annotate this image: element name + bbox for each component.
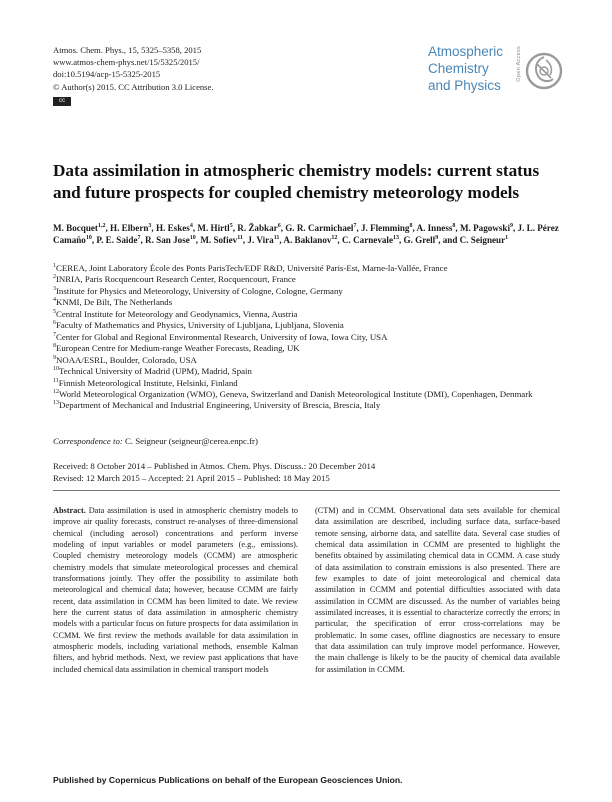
abstract-label: Abstract.: [53, 506, 86, 515]
logo-line-1: Atmospheric: [428, 44, 504, 59]
journal-metadata: [53, 44, 214, 106]
logo-line-2: Chemistry: [428, 61, 489, 76]
affiliation-number: 12: [53, 389, 59, 396]
author-list: [53, 222, 563, 247]
affiliation-item: [53, 274, 563, 285]
author-affiliation-mark: 7: [137, 235, 141, 242]
author-name: M. Bocquet: [53, 223, 98, 233]
paper-title: Data assimilation in atmospheric chemistry models: current status and future prospects for coupled chemistry meteorology models: [53, 161, 540, 202]
affiliation-item: [53, 332, 563, 343]
author-separator: ,: [398, 235, 404, 246]
affiliation-item: [53, 286, 563, 297]
author-name: M. Hirtl: [197, 223, 230, 233]
author-name: G. Grell: [403, 235, 436, 246]
cc-license-icon: cc: [53, 97, 71, 106]
author-name: G. R. Carmichael: [285, 223, 354, 233]
affiliation-number: 6: [53, 320, 56, 327]
correspondence-contact[interactable]: C. Seigneur (seigneur@cerea.enpc.fr): [122, 436, 258, 446]
affiliation-text: NOAA/ESRL, Boulder, Colorado, USA: [56, 354, 197, 365]
author-affiliation-mark: 1: [505, 235, 509, 242]
affiliation-text: World Meteorological Organization (WMO), Geneva, Switzerland and Danish Meteorological Institute (DMI), Copenhagen, Denmark: [59, 388, 533, 399]
author-name: A. Inness: [416, 223, 453, 233]
author-name: J. Flemming: [360, 223, 410, 233]
abstract-text-right: (CTM) and in CCMM. Observational data sets available for chemical data assimilation are described, including surface data, surface-based remote sensing, airborne data, and satellite data. Several case studies of chemical data assimilation in CCMM are presented to highlight the benefits obtained by assimilating chemical data in CCMM. A case study of data assimilation to constrain emissions is also presented. There are few examples to date of joint meteorological and chemical data assimilation in CCMM and potential difficulties associated with data assimilation in CCMM are discussed. As the number of variables being assimilated increases, it is essential to characterize correctly the errors; in particular, the specification of error cross-correlations may be problematic. In some cases, offline diagnostics are necessary to ensure that data assimilation can truly improve model performance. However, the main challenge is likely to be the paucity of chemical data available for assimilation in CCMM.: [315, 506, 560, 674]
affiliation-item: [53, 263, 563, 274]
affiliation-number: 2: [53, 274, 56, 281]
affiliation-text: Central Institute for Meteorology and Geodynamics, Vienna, Austria: [56, 308, 298, 319]
author-separator: , and: [438, 235, 460, 246]
affiliation-text: Finnish Meteorological Institute, Helsinki, Finland: [58, 377, 238, 388]
affiliation-list: [53, 263, 563, 412]
author-affiliation-mark: 10: [189, 235, 196, 242]
author-separator: ,: [337, 235, 342, 246]
author-affiliation-mark: 6: [277, 222, 281, 229]
author-separator: ,: [192, 223, 198, 233]
author-affiliation-mark: 9: [435, 235, 439, 242]
affiliation-text: European Centre for Medium-range Weather Forecasts, Reading, UK: [56, 343, 300, 354]
author-affiliation-mark: 12: [331, 235, 338, 242]
author-separator: ,: [455, 223, 460, 233]
author-affiliation-mark: 8: [452, 222, 456, 229]
open-access-label: Open Access: [516, 46, 522, 82]
affiliation-number: 9: [53, 354, 56, 361]
logo-line-3: and Physics: [428, 78, 501, 93]
affiliation-number: 4: [53, 297, 56, 304]
author-separator: ,: [280, 223, 286, 233]
affiliation-item: [53, 389, 563, 400]
affiliation-text: Department of Mechanical and Industrial Engineering, University of Brescia, Brescia, Italy: [59, 400, 381, 411]
affiliation-number: 1: [53, 263, 56, 270]
journal-url[interactable]: www.atmos-chem-phys.net/15/5325/2015/: [53, 57, 200, 68]
affiliation-item: [53, 343, 563, 354]
author-separator: ,: [279, 235, 284, 246]
author-affiliation-mark: 5: [229, 222, 233, 229]
author-separator: ,: [242, 235, 248, 246]
dates-line-revised: Revised: 12 March 2015 – Accepted: 21 April 2015 – Published: 18 May 2015: [53, 473, 330, 483]
author-name: H. Eskes: [155, 223, 190, 233]
affiliation-text: KNMI, De Bilt, The Netherlands: [56, 297, 173, 308]
affiliation-item: [53, 400, 563, 411]
affiliation-text: INRIA, Paris Rocquencourt Research Center, Rocquencourt, France: [56, 274, 296, 285]
journal-citation: Atmos. Chem. Phys., 15, 5325–5358, 2015: [53, 45, 202, 55]
author-separator: ,: [105, 223, 111, 233]
affiliation-item: [53, 366, 563, 377]
author-name: H. Elbern: [110, 223, 149, 233]
author-name: M. Pagowski: [459, 223, 510, 233]
correspondence-label: Correspondence to:: [53, 436, 123, 446]
affiliation-text: Institute for Physics and Meteorology, University of Cologne, Cologne, Germany: [56, 285, 343, 296]
author-affiliation-mark: 1,2: [97, 222, 106, 229]
author-name: A. Baklanov: [283, 235, 332, 246]
publication-dates: [53, 460, 375, 484]
affiliation-number: 11: [53, 377, 59, 384]
author-separator: ,: [232, 223, 238, 233]
author-affiliation-mark: 3: [148, 222, 152, 229]
abstract-column-left: [53, 505, 298, 675]
author-separator: ,: [412, 223, 417, 233]
section-divider: [53, 490, 560, 491]
author-name: R. San Jose: [145, 235, 190, 246]
affiliation-item: [53, 355, 563, 366]
author-separator: ,: [140, 235, 146, 246]
author-name: J. Vira: [247, 235, 274, 246]
author-separator: ,: [151, 223, 156, 233]
author-affiliation-mark: 10: [85, 235, 92, 242]
author-separator: ,: [91, 235, 97, 246]
author-affiliation-mark: 9: [509, 222, 513, 229]
affiliation-item: [53, 309, 563, 320]
publisher-footer: Published by Copernicus Publications on behalf of the European Geosciences Union.: [53, 775, 403, 785]
affiliation-item: [53, 320, 563, 331]
affiliation-number: 7: [53, 331, 56, 338]
author-affiliation-mark: 11: [273, 235, 280, 242]
correspondence-line: [53, 436, 258, 446]
dates-line-received: Received: 8 October 2014 – Published in Atmos. Chem. Phys. Discuss.: 20 December 2014: [53, 461, 376, 471]
author-affiliation-mark: 4: [189, 222, 193, 229]
egu-logo-icon: [524, 48, 564, 94]
affiliation-text: CEREA, Joint Laboratory École des Ponts ParisTech/EDF R&D, Université Paris-Est, Marne-la-Vallée, France: [56, 263, 448, 273]
affiliation-number: 3: [53, 285, 56, 292]
author-affiliation-mark: 11: [237, 235, 243, 242]
author-name: M. Sofiev: [200, 235, 238, 246]
author-separator: ,: [512, 223, 518, 233]
author-separator: ,: [195, 235, 201, 246]
abstract-column-right: [315, 505, 560, 675]
affiliation-text: Faculty of Mathematics and Physics, University of Ljubljana, Ljubljana, Slovenia: [56, 320, 344, 331]
author-affiliation-mark: 8: [409, 222, 413, 229]
author-affiliation-mark: 13: [392, 235, 399, 242]
affiliation-number: 13: [53, 400, 59, 407]
author-affiliation-mark: 7: [353, 222, 357, 229]
journal-doi[interactable]: doi:10.5194/acp-15-5325-2015: [53, 69, 161, 80]
affiliation-item: [53, 378, 563, 389]
affiliation-text: Technical University of Madrid (UPM), Madrid, Spain: [59, 366, 252, 377]
author-name: J. L. Pérez Camaño: [53, 223, 559, 246]
affiliation-item: [53, 297, 563, 308]
affiliation-number: 5: [53, 308, 56, 315]
license-text: © Author(s) 2015. CC Attribution 3.0 License.: [53, 81, 214, 92]
author-name: R. Žabkar: [237, 223, 278, 233]
abstract-text-left: Data assimilation is used in atmospheric chemistry models to improve air quality forecasts, construct re-analyses of three-dimensional chemical (including aerosol) concentrations and perform inverse modeling of input variables or model parameters (e.g., emissions). Coupled chemistry meteorology models (CCMM) are atmospheric chemistry models that simulate meteorological processes and chemical transformations jointly. They offer the possibility to assimilate both meteorological and chemical data; however, because CCMM are fairly recent, data assimilation in CCMM has been limited to date. We review here the current status of data assimilation in atmospheric chemistry models with a particular focus on future prospects for data assimilation in CCMM. We first review the methods available for data assimilation in atmospheric models, including variational methods, ensemble Kalman filters, and hybrid methods. Next, we review past applications that have included chemical data assimilation in chemical transport models: [53, 506, 298, 674]
affiliation-text: Center for Global and Regional Environmental Research, University of Iowa, Iowa City, USA: [56, 331, 388, 342]
affiliation-number: 8: [53, 343, 56, 350]
affiliation-number: 10: [53, 366, 59, 373]
author-separator: ,: [356, 223, 361, 233]
journal-logo: [428, 44, 568, 99]
author-name: C. Carnevale: [341, 235, 393, 246]
author-name: C. Seigneur: [459, 235, 506, 246]
author-name: P. E. Saide: [96, 235, 138, 246]
